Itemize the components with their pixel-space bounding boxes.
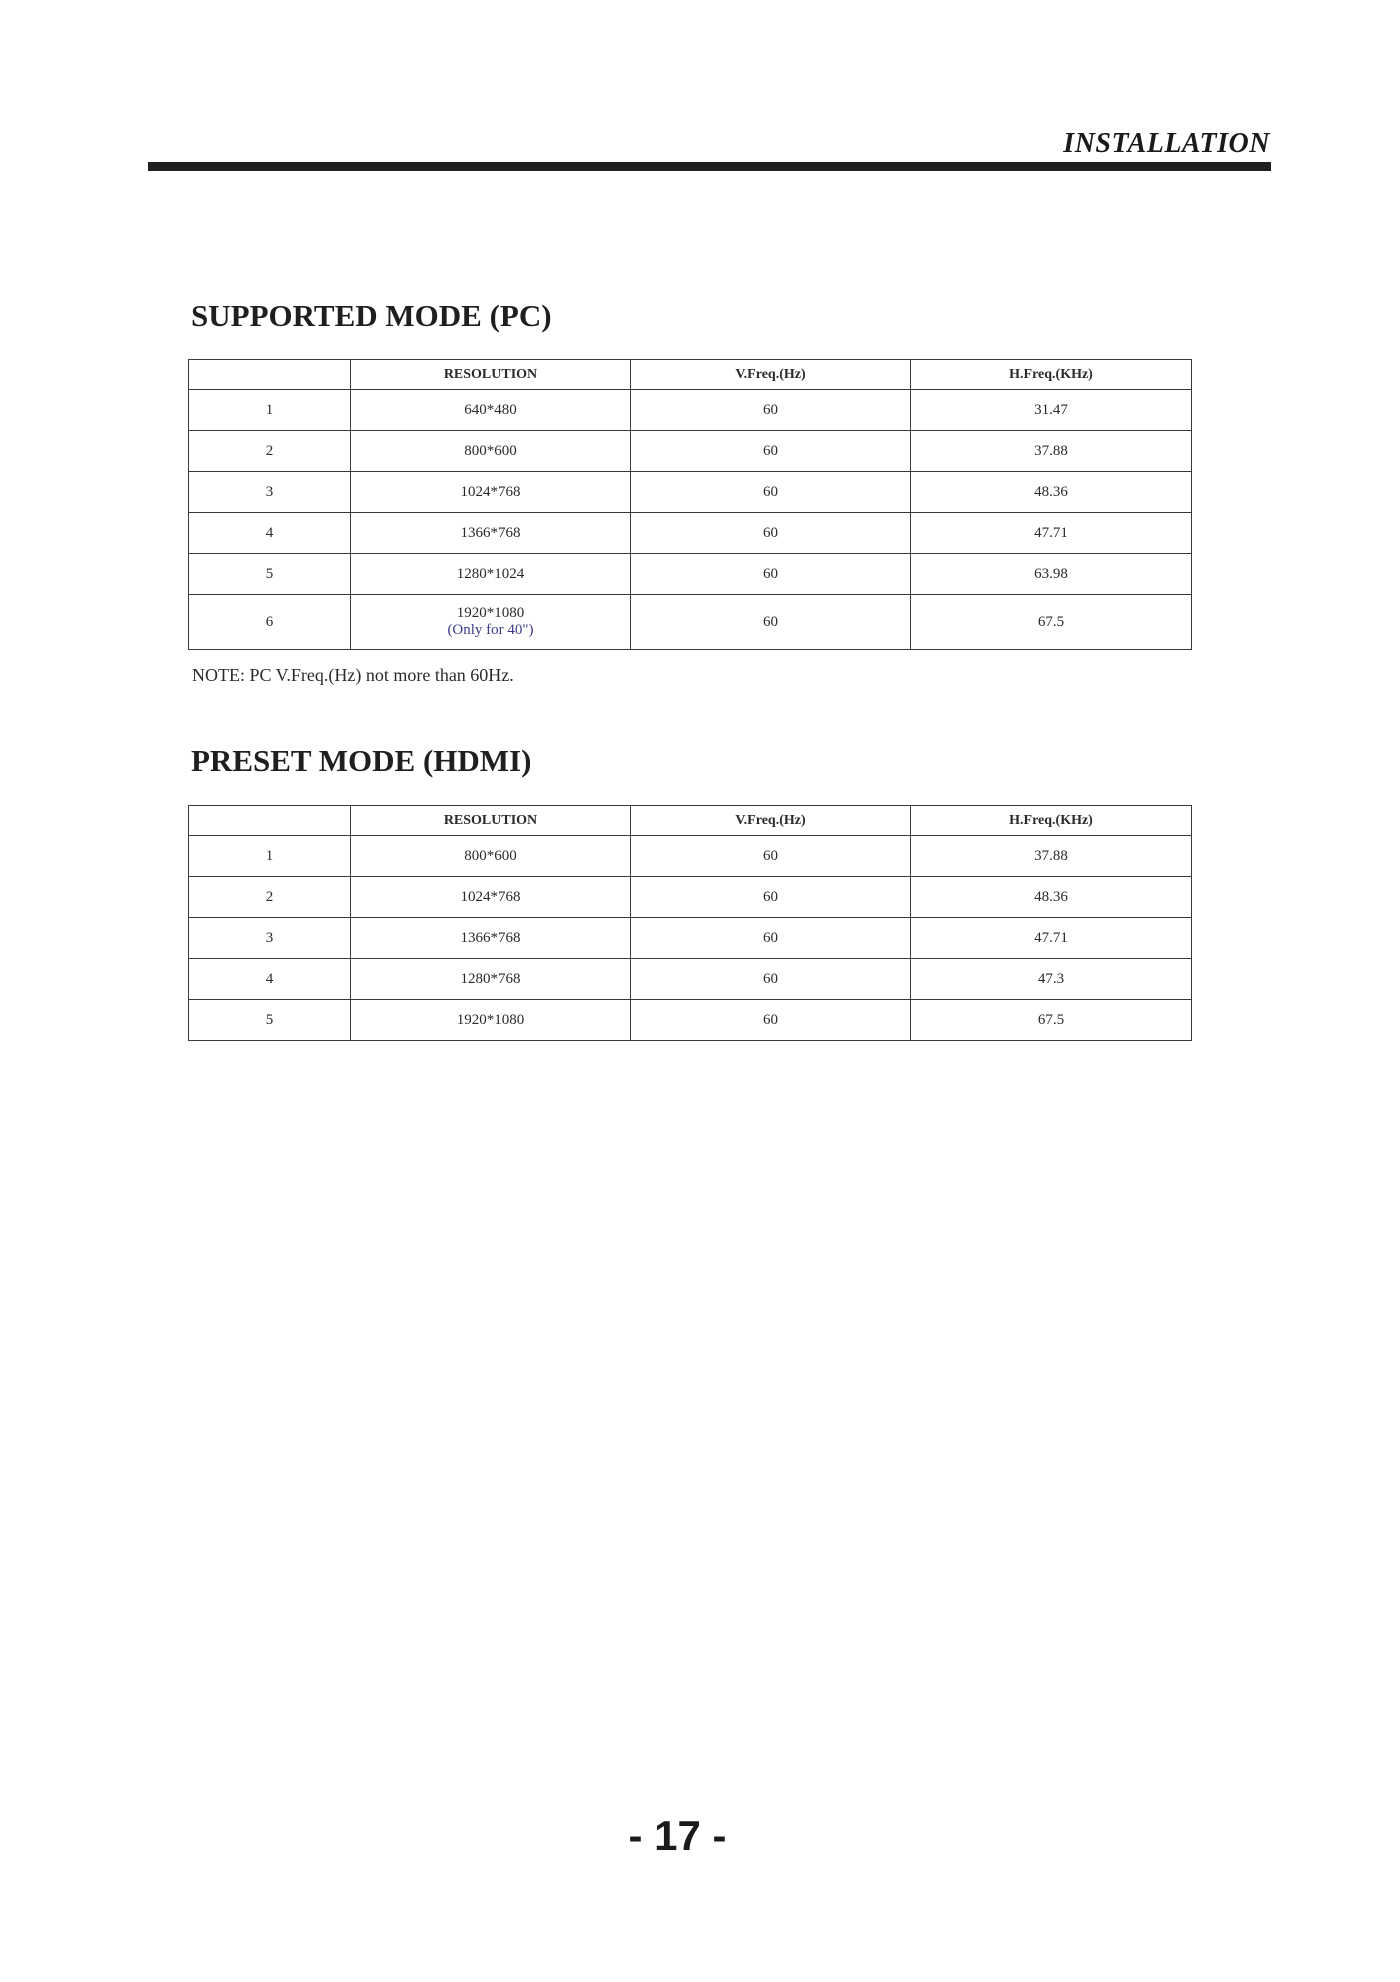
column-header-resolution: RESOLUTION — [351, 360, 631, 390]
table-row — [189, 472, 1192, 513]
table-row — [189, 836, 1192, 877]
header-title: INSTALLATION — [1063, 128, 1270, 159]
column-header-vfreq: V.Freq.(Hz) — [631, 806, 911, 836]
row-hfreq: 47.71 — [911, 918, 1192, 959]
row-hfreq: 48.36 — [911, 472, 1192, 513]
resolution-note: (Only for 40") — [447, 622, 534, 638]
row-hfreq: 67.5 — [911, 595, 1192, 650]
row-resolution: 1024*768 — [351, 877, 631, 918]
row-resolution: 1366*768 — [351, 513, 631, 554]
header-rule — [148, 162, 1271, 171]
hdmi-section-heading: PRESET MODE (HDMI) — [191, 743, 532, 778]
row-vfreq: 60 — [631, 918, 911, 959]
row-resolution: 640*480 — [351, 390, 631, 431]
table-row — [189, 877, 1192, 918]
row-resolution: 1366*768 — [351, 918, 631, 959]
table-row — [189, 959, 1192, 1000]
table-header-row — [189, 360, 1192, 390]
table-row — [189, 431, 1192, 472]
row-vfreq: 60 — [631, 431, 911, 472]
row-vfreq: 60 — [631, 1000, 911, 1041]
row-vfreq: 60 — [631, 595, 911, 650]
pc-frequency-note: NOTE: PC V.Freq.(Hz) not more than 60Hz. — [192, 665, 514, 685]
row-resolution — [351, 595, 631, 650]
pc-section-heading: SUPPORTED MODE (PC) — [191, 298, 552, 333]
row-resolution: 800*600 — [351, 431, 631, 472]
table-row — [189, 554, 1192, 595]
row-index: 4 — [189, 513, 351, 554]
row-vfreq: 60 — [631, 877, 911, 918]
pc-supported-modes-table — [188, 359, 1192, 650]
row-resolution: 1024*768 — [351, 472, 631, 513]
row-index: 6 — [189, 595, 351, 650]
row-index: 1 — [189, 836, 351, 877]
table-row — [189, 1000, 1192, 1041]
row-hfreq: 31.47 — [911, 390, 1192, 431]
row-resolution: 1280*768 — [351, 959, 631, 1000]
row-vfreq: 60 — [631, 836, 911, 877]
row-vfreq: 60 — [631, 390, 911, 431]
row-hfreq: 48.36 — [911, 877, 1192, 918]
row-index: 2 — [189, 431, 351, 472]
row-index: 1 — [189, 390, 351, 431]
row-index: 5 — [189, 1000, 351, 1041]
column-header-resolution: RESOLUTION — [351, 806, 631, 836]
row-resolution: 1280*1024 — [351, 554, 631, 595]
column-header-index — [189, 806, 351, 836]
row-index: 5 — [189, 554, 351, 595]
table-row — [189, 918, 1192, 959]
table-row — [189, 595, 1192, 650]
row-vfreq: 60 — [631, 513, 911, 554]
row-index: 4 — [189, 959, 351, 1000]
row-index: 3 — [189, 918, 351, 959]
column-header-hfreq: H.Freq.(KHz) — [911, 360, 1192, 390]
row-hfreq: 63.98 — [911, 554, 1192, 595]
table-row — [189, 390, 1192, 431]
row-hfreq: 47.71 — [911, 513, 1192, 554]
row-vfreq: 60 — [631, 472, 911, 513]
row-vfreq: 60 — [631, 554, 911, 595]
hdmi-preset-modes-table — [188, 805, 1192, 1041]
row-vfreq: 60 — [631, 959, 911, 1000]
column-header-index — [189, 360, 351, 390]
column-header-vfreq: V.Freq.(Hz) — [631, 360, 911, 390]
column-header-hfreq: H.Freq.(KHz) — [911, 806, 1192, 836]
table-row — [189, 513, 1192, 554]
row-resolution: 1920*1080 — [351, 1000, 631, 1041]
table-header-row — [189, 806, 1192, 836]
row-hfreq: 47.3 — [911, 959, 1192, 1000]
row-hfreq: 67.5 — [911, 1000, 1192, 1041]
row-index: 2 — [189, 877, 351, 918]
resolution-value: 1920*1080 — [456, 605, 525, 621]
page-number: - 17 - — [628, 1812, 727, 1859]
row-hfreq: 37.88 — [911, 836, 1192, 877]
row-hfreq: 37.88 — [911, 431, 1192, 472]
row-resolution: 800*600 — [351, 836, 631, 877]
row-index: 3 — [189, 472, 351, 513]
